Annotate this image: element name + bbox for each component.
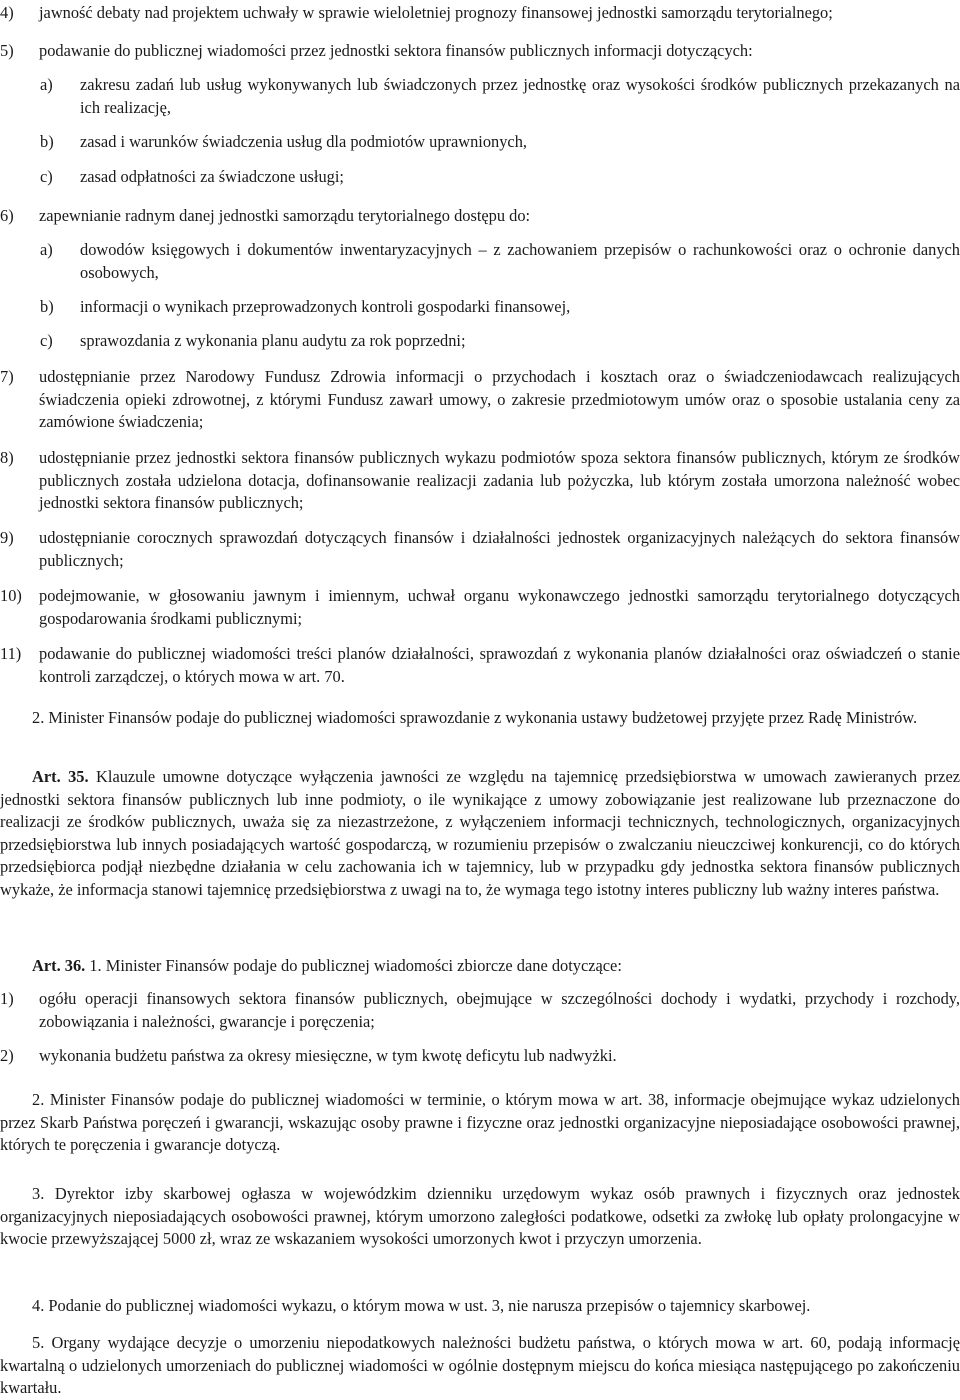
item-number: 5) — [0, 41, 14, 60]
item-number: 9) — [0, 528, 14, 547]
sub-list-item — [0, 74, 960, 119]
item-text: podawanie do publicznej wiadomości treści planów działalności, sprawozdań z wykonania planów działalności oraz oświadczeń o stanie kontroli zarządczej, o których mowa w art. 70. — [39, 644, 960, 686]
list-item — [0, 40, 960, 63]
item-text: jawność debaty nad projektem uchwały w sprawie wieloletniej prognozy finansowej jednostki samorządu terytorialnego; — [39, 3, 833, 22]
article-text: 1. Minister Finansów podaje do publicznej wiadomości zbiorcze dane dotyczące: — [85, 956, 622, 975]
list-item — [0, 585, 960, 630]
item-letter: b) — [40, 132, 54, 151]
item-number: 6) — [0, 206, 14, 225]
item-text: sprawozdania z wykonania planu audytu za rok poprzedni; — [80, 331, 466, 350]
item-letter: c) — [40, 331, 53, 350]
sub-list-item — [0, 131, 960, 154]
item-text: udostępnianie przez jednostki sektora finansów publicznych wykazu podmiotów spoza sektora finansów publicznych, którym ze środków publicznych została udzielona dotacja, dofinansowanie realizacji zadania lub pożyczka, lub którym została umorzona należność wobec jednostki sektora finansów publicznych; — [39, 448, 960, 512]
list-item — [0, 205, 960, 228]
item-text: zasad odpłatności za świadczone usługi; — [80, 167, 344, 186]
item-text: podejmowanie, w głosowaniu jawnym i imiennym, uchwał organu wykonawczego jednostki samorządu terytorialnego dotyczących gospodarowania środkami publicznymi; — [39, 586, 960, 628]
list-item — [0, 366, 960, 434]
item-text: dowodów księgowych i dokumentów inwentaryzacyjnych – z zachowaniem przepisów o rachunkowości oraz o ochronie danych osobowych, — [80, 240, 960, 282]
article-text: Klauzule umowne dotyczące wyłączenia jawności ze względu na tajemnicę przedsiębiorstwa w umowach zawieranych przez jednostki sektora finansów publicznych lub inne podmioty, o ile wynikające z umowy zobowiązanie jest realizowane lub przeznaczone do realizacji ze środków publicznych, uważa się za niezastrzeżone, z wyłączeniem informacji technicznych, technologicznych, organizacyjnych przedsiębiorstwa lub innych posiadających wartość gospodarczą, w rozumieniu przepisów o zwalczaniu nieuczciwej konkurencji, co do których przedsiębiorca podjął niezbędne działania w celu zachowania ich w tajemnicy, lub w przypadku gdy jednostka sektora finansów publicznych wykaże, że informacja stanowi tajemnicę przedsiębiorstwa z uwagi na to, że wymaga tego istotny interes publiczny lub ważny interes państwa. — [0, 767, 960, 899]
item-text: udostępnianie przez Narodowy Fundusz Zdrowia informacji o przychodach i kosztach oraz o świadczeniodawcach realizujących świadczenia opieki zdrowotnej, z którymi Fundusz zawarł umowy, o zakresie przedmiotowym umów oraz o sposobie ustalania ceny za zamówione świadczenia; — [39, 367, 960, 431]
list-item — [0, 527, 960, 572]
item-number: 4) — [0, 3, 14, 22]
item-text: wykonania budżetu państwa za okresy miesięczne, w tym kwotę deficytu lub nadwyżki. — [39, 1046, 617, 1065]
sub-list-item — [0, 296, 960, 319]
item-text: informacji o wynikach przeprowadzonych kontroli gospodarki finansowej, — [80, 297, 571, 316]
list-item — [0, 447, 960, 515]
item-letter: c) — [40, 167, 53, 186]
item-number: 2) — [0, 1046, 14, 1065]
paragraph: 4. Podanie do publicznej wiadomości wykazu, o którym mowa w ust. 3, nie narusza przepisów o tajemnicy skarbowej. — [32, 1296, 811, 1315]
item-text: ogółu operacji finansowych sektora finansów publicznych, obejmujące w szczególności dochody i wydatki, przychody i rozchody, zobowiązania i należności, gwarancje i poręczenia; — [39, 989, 960, 1031]
paragraph: 2. Minister Finansów podaje do publicznej wiadomości w terminie, o którym mowa w art. 38, informacje obejmujące wykaz udzielonych przez Skarb Państwa poręczeń i gwarancji, wskazując osoby prawne i fizyczne oraz jednostki organizacyjne nieposiadające osobowości prawnej, których te poręczenia i gwarancje dotyczą. — [0, 1090, 960, 1154]
item-text: udostępnianie corocznych sprawozdań dotyczących finansów i działalności jednostek organizacyjnych należących do sektora finansów publicznych; — [39, 528, 960, 570]
item-number: 7) — [0, 367, 14, 386]
item-number: 8) — [0, 448, 14, 467]
article-35 — [0, 766, 960, 901]
sub-list-item — [0, 239, 960, 284]
paragraph: 3. Dyrektor izby skarbowej ogłasza w wojewódzkim dzienniku urzędowym wykaz osób prawnych i fizycznych oraz jednostek organizacyjnych nieposiadających osobowości prawnej, którym umorzono zaległości podatkowe, odsetki za zwłokę lub opłaty prolongacyjne w kwocie przewyższającej 5000 zł, wraz ze wskazaniem wysokości umorzonych kwot i przyczyn umorzenia. — [0, 1184, 960, 1248]
paragraph: 2. Minister Finansów podaje do publicznej wiadomości sprawozdanie z wykonania ustawy budżetowej przyjęte przez Radę Ministrów. — [32, 708, 918, 727]
item-text: podawanie do publicznej wiadomości przez jednostki sektora finansów publicznych informacji dotyczących: — [39, 41, 753, 60]
list-item — [0, 643, 960, 688]
list-item — [0, 988, 960, 1033]
paragraph: 5. Organy wydające decyzje o umorzeniu niepodatkowych należności budżetu państwa, o których mowa w art. 60, podają informację kwartalną o udzielonych umorzeniach do publicznej wiadomości w ogólnie dostępnym miejscu do końca miesiąca następującego po zakończeniu kwartału. — [0, 1333, 960, 1397]
item-letter: a) — [40, 240, 53, 259]
item-letter: a) — [40, 75, 53, 94]
sub-list-item — [0, 166, 960, 189]
article-label: Art. 35. — [32, 767, 89, 786]
item-text: zakresu zadań lub usług wykonywanych lub świadczonych przez jednostkę oraz wysokości środków publicznych przekazanych na ich realizację, — [80, 75, 960, 117]
sub-list-item — [0, 330, 960, 353]
article-36-intro — [0, 955, 960, 978]
list-item — [0, 2, 960, 25]
article-label: Art. 36. — [32, 956, 86, 975]
item-number: 1) — [0, 989, 14, 1008]
list-item — [0, 1045, 960, 1068]
item-text: zapewnianie radnym danej jednostki samorządu terytorialnego dostępu do: — [39, 206, 531, 225]
item-number: 10) — [0, 586, 22, 605]
item-number: 11) — [0, 644, 22, 663]
item-text: zasad i warunków świadczenia usług dla podmiotów uprawnionych, — [80, 132, 527, 151]
item-letter: b) — [40, 297, 54, 316]
